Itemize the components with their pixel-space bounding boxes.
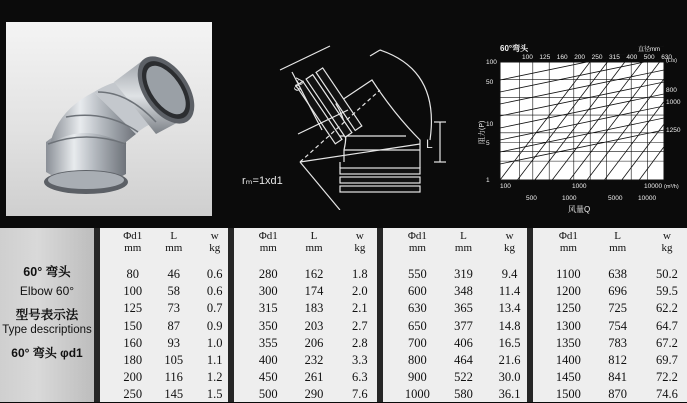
chart-top-tick: 500 xyxy=(643,54,655,61)
cell-diameter: 1300 xyxy=(555,318,581,333)
cell-length: 348 xyxy=(454,284,473,299)
cell-length: 638 xyxy=(608,267,628,281)
cell-diameter: 700 xyxy=(408,335,427,350)
cell-weight: 50.2 xyxy=(656,267,678,281)
cell-diameter: 180 xyxy=(123,353,143,367)
cell-diameter: 1350 xyxy=(555,335,581,350)
cell-diameter: 550 xyxy=(408,267,427,281)
table-row xyxy=(383,350,527,369)
cell-length: 203 xyxy=(304,318,324,333)
chart-y-tick: 10 xyxy=(486,121,494,128)
table-row xyxy=(100,298,228,317)
header-diameter: Φd1 xyxy=(407,230,427,242)
table-row xyxy=(100,384,228,403)
chart-title: 60°弯头 xyxy=(500,44,529,53)
cell-weight: 3.3 xyxy=(352,353,368,367)
cell-diameter: 600 xyxy=(408,284,427,299)
cell-diameter: 250 xyxy=(123,387,143,402)
table-row xyxy=(100,367,228,386)
cell-length: 319 xyxy=(454,267,473,281)
spec-table-3 xyxy=(383,228,527,402)
chart-x-tick-secondary: 10000 xyxy=(638,195,657,202)
cell-weight: 2.1 xyxy=(352,301,368,316)
cell-diameter: 400 xyxy=(258,353,278,367)
cell-diameter: 1000 xyxy=(404,387,430,402)
cell-diameter: 1100 xyxy=(556,267,581,281)
cell-length: 522 xyxy=(454,370,473,385)
type-en-label: Type descriptions xyxy=(2,324,92,336)
cell-length: 162 xyxy=(304,267,324,281)
chart-diameter-label: 直径mm xyxy=(638,47,660,53)
table-row xyxy=(533,384,687,403)
pressure-chart-svg xyxy=(478,40,682,220)
table-row xyxy=(100,350,228,369)
elbow-line-drawing xyxy=(240,40,460,210)
cell-length: 464 xyxy=(454,353,473,367)
cell-weight: 1.8 xyxy=(352,267,368,281)
cell-weight: 0.6 xyxy=(206,267,223,281)
header-diameter: Φd1 xyxy=(258,230,278,242)
chart-top-tick: 250 xyxy=(591,54,603,61)
cell-weight: 59.5 xyxy=(656,284,678,299)
table-row xyxy=(234,333,377,352)
header-length: L xyxy=(310,230,318,242)
cell-weight: 11.4 xyxy=(498,284,521,299)
table-row xyxy=(100,333,228,352)
header-diameter-unit: mm xyxy=(408,242,426,254)
cell-weight: 0.9 xyxy=(206,318,223,333)
table-row xyxy=(234,384,377,403)
cell-weight: 67.2 xyxy=(656,335,678,350)
table-row xyxy=(383,264,527,283)
cell-diameter: 1200 xyxy=(555,284,581,299)
table-row xyxy=(234,350,377,369)
table-row xyxy=(383,384,527,403)
cell-length: 87 xyxy=(167,318,180,333)
table-row xyxy=(383,333,527,352)
cell-diameter: 800 xyxy=(408,353,427,367)
cell-diameter: 280 xyxy=(258,267,278,281)
cell-diameter: 630 xyxy=(408,301,427,316)
header-diameter-unit: mm xyxy=(259,242,277,254)
chart-top-tick: 160 xyxy=(556,54,568,61)
chart-top-tick: 125 xyxy=(539,54,551,61)
chart-right-unit: (L/s) xyxy=(666,58,677,64)
chart-right-tick: 800 xyxy=(666,87,677,94)
table-row xyxy=(100,316,228,335)
cell-length: 206 xyxy=(304,335,324,350)
header-weight: w xyxy=(355,230,364,242)
elbow-illustration xyxy=(6,22,212,216)
cell-length: 290 xyxy=(304,387,324,402)
table-row xyxy=(234,316,377,335)
cell-weight: 14.8 xyxy=(498,318,521,333)
table-header xyxy=(383,231,527,263)
chart-y-tick: 1 xyxy=(486,177,490,184)
cell-length: 183 xyxy=(304,301,324,316)
chart-y-tick: 5 xyxy=(486,140,490,147)
spec-table-2 xyxy=(234,228,377,402)
cell-diameter: 125 xyxy=(123,301,143,316)
table-row xyxy=(234,298,377,317)
cell-length: 365 xyxy=(454,301,473,316)
cell-diameter: 200 xyxy=(123,370,143,385)
header-length-unit: mm xyxy=(454,242,473,254)
cell-diameter: 1250 xyxy=(555,301,581,316)
elbow-cn-title: 60° 弯头 xyxy=(23,265,71,279)
cell-weight: 21.6 xyxy=(498,353,521,367)
cell-diameter: 350 xyxy=(258,318,278,333)
cell-diameter: 150 xyxy=(123,318,143,333)
length-label: L xyxy=(426,137,433,151)
cell-weight: 64.7 xyxy=(656,318,678,333)
chart-x-tick-secondary: 5000 xyxy=(608,195,623,202)
cell-length: 725 xyxy=(608,301,628,316)
cell-weight: 36.1 xyxy=(498,387,521,402)
chart-right-tick: 1250 xyxy=(666,127,681,134)
table-row xyxy=(533,264,687,283)
table-header xyxy=(100,231,228,263)
cell-length: 46 xyxy=(167,267,180,281)
cell-length: 870 xyxy=(608,387,628,402)
cell-length: 783 xyxy=(608,335,628,350)
cell-length: 232 xyxy=(304,353,324,367)
header-length-unit: mm xyxy=(165,242,183,254)
type-description-panel xyxy=(0,228,94,402)
header-weight-unit: kg xyxy=(504,242,516,254)
cell-length: 580 xyxy=(454,387,473,402)
table-row xyxy=(234,281,377,300)
cell-length: 812 xyxy=(608,353,628,367)
cell-weight: 72.2 xyxy=(656,370,678,385)
cell-weight: 1.0 xyxy=(206,335,223,350)
cell-length: 754 xyxy=(608,318,628,333)
header-weight-unit: kg xyxy=(661,242,673,254)
elbow-photo xyxy=(6,22,212,216)
cell-diameter: 1400 xyxy=(555,353,581,367)
cell-weight: 1.1 xyxy=(206,353,223,367)
header-weight: w xyxy=(505,230,514,242)
table-row xyxy=(533,281,687,300)
cell-weight: 1.2 xyxy=(206,370,223,385)
chart-y-label: 阻力(P) xyxy=(479,120,486,144)
cell-diameter: 355 xyxy=(258,335,278,350)
table-row xyxy=(383,298,527,317)
cell-weight: 16.5 xyxy=(498,335,521,350)
cell-length: 116 xyxy=(164,370,183,385)
elbow-en-title: Elbow 60° xyxy=(19,284,75,298)
cell-length: 145 xyxy=(164,387,184,402)
header-diameter-unit: mm xyxy=(124,242,142,254)
header-weight-unit: kg xyxy=(354,242,366,254)
chart-x-tick: 1000 xyxy=(572,183,587,190)
cell-diameter: 160 xyxy=(123,335,143,350)
cell-length: 406 xyxy=(454,335,473,350)
header-weight: w xyxy=(662,230,671,242)
cell-diameter: 300 xyxy=(258,284,278,299)
dim-label-phi-d: φd xyxy=(288,75,307,94)
header-length: L xyxy=(614,230,622,242)
table-row xyxy=(533,367,687,386)
cell-length: 58 xyxy=(167,284,180,299)
chart-top-tick: 100 xyxy=(522,54,533,61)
cell-length: 93 xyxy=(167,335,180,350)
chart-x-unit: (m³/h) xyxy=(664,184,679,190)
table-header xyxy=(533,231,687,263)
cell-diameter: 100 xyxy=(123,284,143,299)
header-length-unit: mm xyxy=(305,242,323,254)
chart-y-tick: 50 xyxy=(486,79,494,86)
cell-weight: 69.7 xyxy=(656,353,678,367)
cell-weight: 0.6 xyxy=(206,284,223,299)
radius-formula: rₘ=1xd1 xyxy=(242,175,283,187)
table-row xyxy=(100,264,228,283)
cell-weight: 2.7 xyxy=(352,318,368,333)
chart-top-tick: 630 xyxy=(661,54,673,61)
table-row xyxy=(100,281,228,300)
chart-right-tick: 1000 xyxy=(666,99,681,106)
chart-x-tick-secondary: 1000 xyxy=(562,195,577,202)
cell-diameter: 900 xyxy=(408,370,427,385)
spec-table-1 xyxy=(100,228,228,402)
chart-x-label: 风量Q xyxy=(568,205,591,214)
header-weight: w xyxy=(210,230,219,242)
cell-weight: 9.4 xyxy=(501,267,518,281)
table-header xyxy=(234,231,377,263)
header-length: L xyxy=(170,230,178,242)
cell-weight: 1.5 xyxy=(206,387,223,402)
cell-weight: 0.7 xyxy=(206,301,223,316)
table-row xyxy=(383,316,527,335)
cell-diameter: 500 xyxy=(258,387,278,402)
cell-length: 174 xyxy=(304,284,324,299)
table-row xyxy=(533,298,687,317)
cell-diameter: 1450 xyxy=(555,370,581,385)
chart-x-tick: 100 xyxy=(500,183,511,190)
table-row xyxy=(234,264,377,283)
cell-length: 696 xyxy=(608,284,628,299)
cell-weight: 7.6 xyxy=(352,387,368,402)
chart-x-tick-secondary: 500 xyxy=(526,195,537,202)
spec-area xyxy=(0,228,687,402)
header-length: L xyxy=(460,230,467,242)
cell-length: 841 xyxy=(608,370,628,385)
cell-weight: 6.3 xyxy=(352,370,368,385)
table-row xyxy=(533,333,687,352)
table-row xyxy=(383,367,527,386)
cell-diameter: 450 xyxy=(258,370,278,385)
cell-length: 261 xyxy=(304,370,324,385)
cell-weight: 62.2 xyxy=(656,301,678,316)
header-diameter: Φd1 xyxy=(123,230,143,242)
spec-table-4 xyxy=(533,228,687,402)
cell-weight: 2.0 xyxy=(352,284,368,299)
table-row xyxy=(533,350,687,369)
cell-weight: 74.6 xyxy=(656,387,678,402)
table-row xyxy=(533,316,687,335)
cell-diameter: 80 xyxy=(126,267,140,281)
header-diameter: Φd1 xyxy=(558,230,578,242)
elbow-diagram xyxy=(240,40,460,210)
cell-diameter: 315 xyxy=(258,301,278,316)
type-cn-label: 型号表示法 xyxy=(15,308,79,322)
cell-weight: 13.4 xyxy=(498,301,521,316)
chart-top-tick: 400 xyxy=(626,54,638,61)
chart-x-tick: 10000 xyxy=(644,183,663,190)
type-example: 60° 弯头 φd1 xyxy=(11,346,83,360)
cell-diameter: 650 xyxy=(408,318,427,333)
chart-top-tick: 200 xyxy=(574,54,586,61)
chart-y-tick: 100 xyxy=(486,59,497,66)
table-row xyxy=(383,281,527,300)
pressure-chart xyxy=(478,40,682,220)
table-row xyxy=(234,367,377,386)
header-length-unit: mm xyxy=(609,242,627,254)
cell-weight: 30.0 xyxy=(498,370,521,385)
cell-length: 377 xyxy=(454,318,473,333)
chart-top-tick: 315 xyxy=(609,54,620,61)
cell-weight: 2.8 xyxy=(352,335,368,350)
cell-diameter: 1500 xyxy=(555,387,581,402)
cell-length: 73 xyxy=(167,301,180,316)
header-weight-unit: kg xyxy=(209,242,221,254)
header-diameter-unit: mm xyxy=(559,242,577,254)
cell-length: 105 xyxy=(164,353,184,367)
